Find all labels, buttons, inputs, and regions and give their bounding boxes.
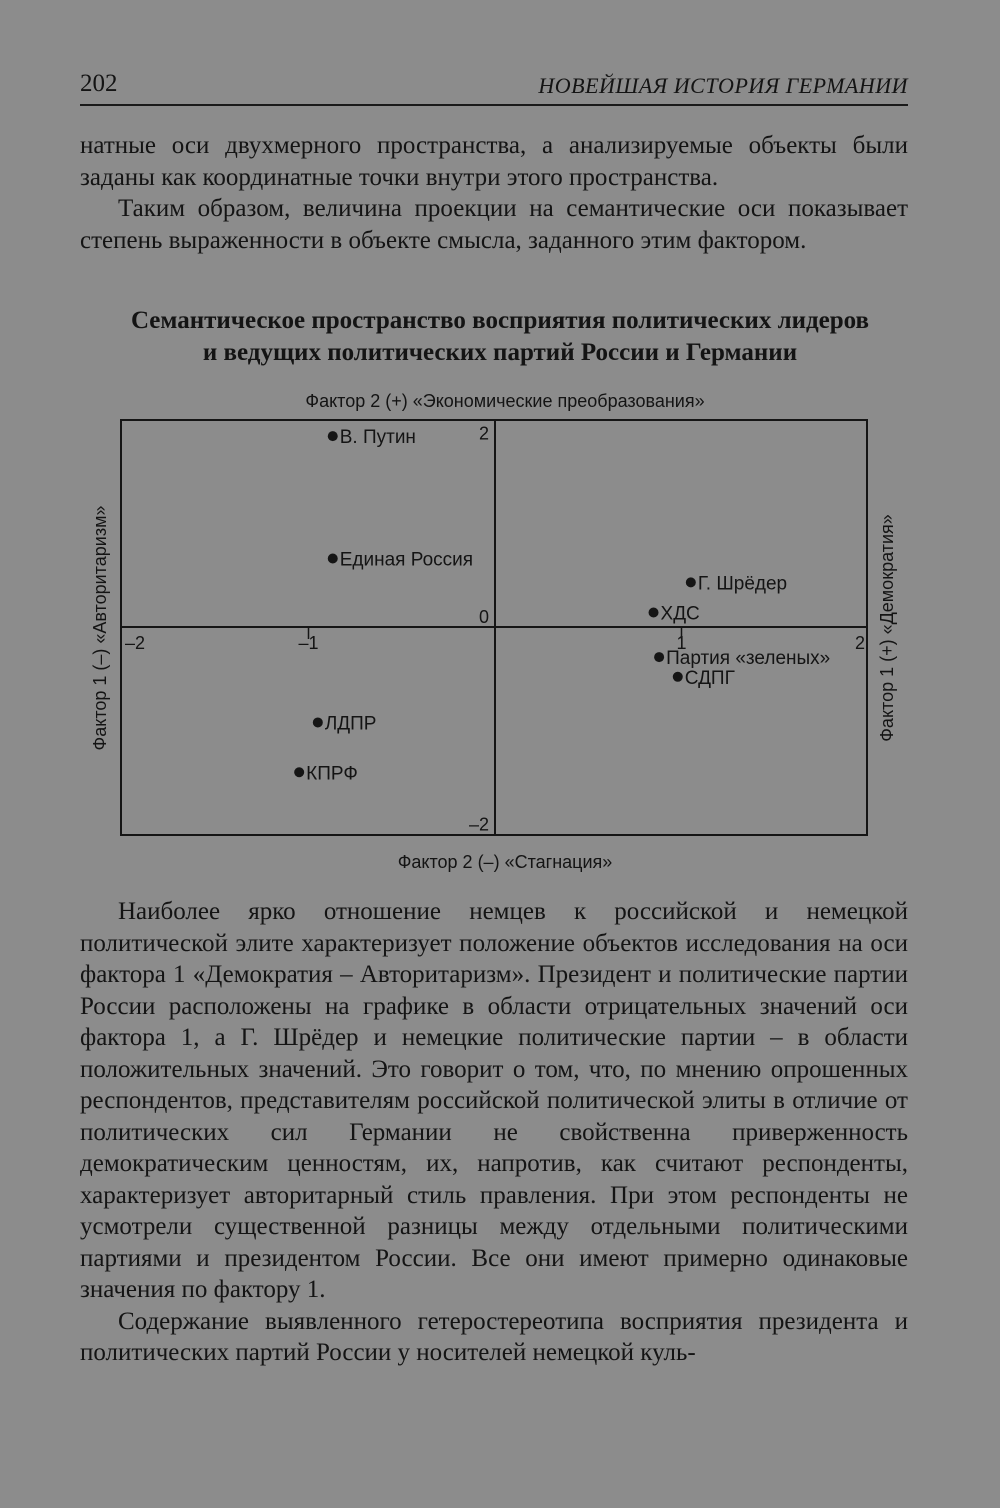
axis-left-label: Фактор 1 (–) «Авторитаризм»: [90, 505, 110, 751]
data-point-label: СДПГ: [684, 667, 735, 689]
data-point-marker: [686, 577, 696, 587]
x-tick-label: –2: [125, 633, 146, 653]
y-tick-label: 2: [478, 423, 489, 444]
axis-top-label: Фактор 2 (+) «Экономические преобразования»: [305, 391, 705, 411]
body-text: [80, 896, 908, 1369]
data-point-marker: [654, 652, 664, 662]
data-point-marker: [313, 717, 323, 727]
data-point-marker: [328, 554, 338, 564]
body-paragraph-2: Содержание выявленного гетеростереотипа восприятия президента и политических партий России у носителей немецкой куль-: [80, 1307, 908, 1366]
data-point-label: КПРФ: [306, 763, 358, 785]
page-number: 202: [80, 70, 118, 97]
data-point-label: Г. Шрёдер: [697, 573, 788, 595]
running-title: НОВЕЙШАЯ ИСТОРИЯ ГЕРМАНИИ: [538, 73, 908, 98]
y-tick-group: [469, 424, 489, 835]
data-point-label: ЛДПР: [324, 713, 377, 735]
data-point-label: Партия «зеленых»: [666, 648, 831, 670]
data-point-label: В. Путин: [339, 427, 416, 449]
x-tick-label: 1: [676, 633, 687, 653]
x-tick-label: 2: [854, 633, 865, 653]
y-tick-label: –2: [468, 814, 489, 835]
body-paragraph-1: Наиболее ярко отношение немцев к российской и немецкой политической элите характеризует положение объектов исследования на оси фактора 1 «Демократия – Авторитаризм». Президент и политические партии России расположены на графике в области отрицательных значений оси фактора 1, а Г. Шрёдер и немецкие политические партии – в области положительных значений. Это говорит о том, что, по мнению опрошенных респондентов, представителям российской политической элиты в отличие от политических сил Германии не свойственна приверженность демократическим ценностям, их, напротив, как считают респонденты, характеризует авторитарный стиль правления. При этом респонденты не усмотрели существенной разницы между отдельными политическими партиями и президентом России. Все они имеют примерно одинаковые значения по фактору 1.: [80, 898, 908, 1303]
data-point-marker: [673, 672, 683, 682]
intro-paragraph-2: Таким образом, величина проекции на семантические оси показывает степень выраженности в объекте смысла, заданного этим фактором.: [80, 195, 908, 254]
data-point-marker: [294, 767, 304, 777]
figure-title-line-2: и ведущих политических партий России и Германии: [202, 339, 798, 366]
axis-right-label: Фактор 1 (+) «Демократия»: [877, 514, 897, 742]
data-point-marker: [649, 607, 659, 617]
intro-paragraph-1: натные оси двухмерного пространства, а анализируемые объекты были заданы как координатные точки внутри этого пространства.: [80, 132, 908, 191]
data-point-label: ХДС: [660, 603, 700, 625]
data-point-label: Единая Россия: [339, 549, 474, 571]
y-tick-label: 0: [478, 607, 489, 627]
figure-title-line-1: Семантическое пространство восприятия политических лидеров: [130, 307, 870, 334]
x-tick-label: –1: [298, 633, 319, 653]
data-point-marker: [328, 431, 338, 441]
point-group: [294, 427, 830, 784]
axis-bottom-label: Фактор 2 (–) «Стагнация»: [397, 852, 613, 872]
